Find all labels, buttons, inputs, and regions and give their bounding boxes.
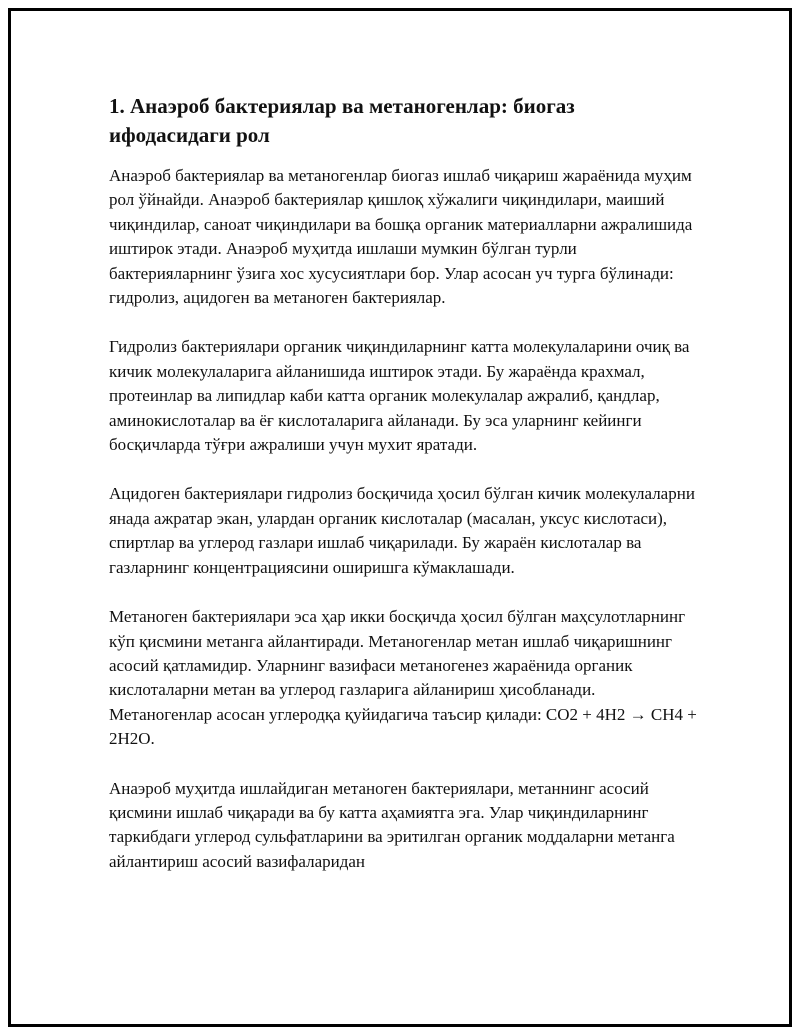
section-title: 1. Анаэроб бактериялар ва метаногенлар: биогаз ифодасидаги рол — [109, 94, 575, 147]
paragraph-2: Гидролиз бактериялари органик чиқиндиларнинг катта молекулаларини очиқ ва кичик молекулаларига айланишида иштирок этади. Бу жараёнда крахмал, протеинлар ва липидлар каби катта органик молекулалар ажралиб, қандлар, аминокислоталар ва ёғ кислоталарига айланади. Бу эса уларнинг кейинги босқичларда тўғри ажралиши учун мухит яратади. — [109, 337, 690, 455]
document-body — [109, 92, 699, 899]
paragraph-1: Анаэроб бактериялар ва метаногенлар биогаз ишлаб чиқариш жараёнида муҳим рол ўйнайди. Анаэроб бактериялар қишлоқ хўжалиги чиқиндилари, маиший чиқиндилар, саноат чиқиндилари ва бошқа органик материалларни ажралишида иштирок этади. Анаэроб муҳитда ишлаши мумкин бўлган турли бактерияларнинг ўзига хос хусусиятлари бор. Улар асосан уч турга бўлинади: гидролиз, ацидоген ва метаноген бактериялар. — [109, 166, 693, 308]
paragraph-5: Анаэроб муҳитда ишлайдиган метаноген бактериялари, метаннинг асосий қисмини ишлаб чиқаради ва бу катта аҳамиятга эга. Улар чиқиндиларнинг таркибдаги углерод сульфатларини ва эритилган органик моддаларни метанга айлантириш асосий вазифаларидан — [109, 778, 675, 871]
paragraph-3: Ацидоген бактериялари гидролиз босқичида ҳосил бўлган кичик молекулаларни янада ажратар экан, улардан органик кислоталар (масалан, уксус кислотаси), спиртлар ва углерод газлари ишлаб чиқарилади. Бу жараён кислоталар ва газларнинг концентрациясини оширишга кўмаклашади. — [109, 484, 695, 577]
paragraph-4: Метаноген бактериялари эса ҳар икки босқичда ҳосил бўлган маҳсулотларнинг кўп қисмини метанга айлантиради. Метаногенлар метан ишлаб чиқаришнинг асосий қатламидир. Уларнинг вазифаси метаногенез жараёнида органик кислоталарни метан ва углерод газларига айланириш ҳисобланади. Метаногенлар асосан углеродқа қуйидагича таъсир қилади: CO2 + 4H2 → CH4 + 2H2O. — [109, 607, 697, 749]
